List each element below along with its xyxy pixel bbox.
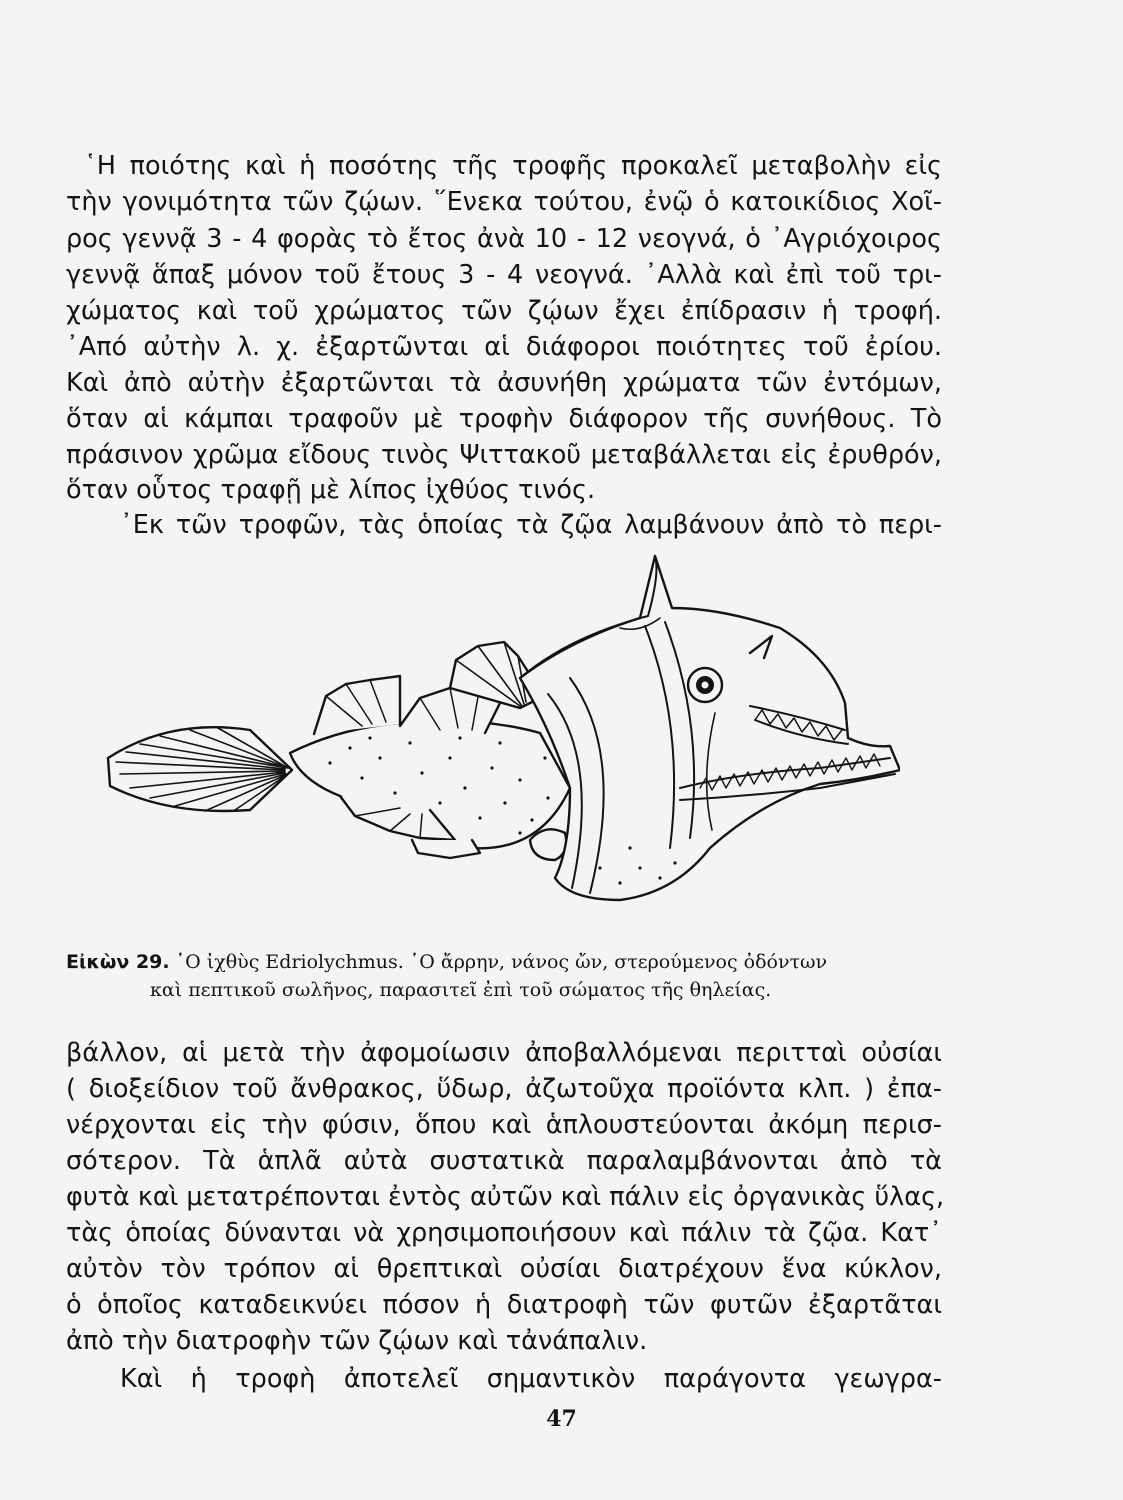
caption-line-1: ῾Ο ἰχθὺς Edriolychmus. ῾Ο ἄρρην, νάνος ὤν, στερούμενος ὀδόντων [175,951,828,973]
text-line: αὐτὸν τὸν τρόπον αἱ θρεπτικαὶ οὐσίαι διατρέχουν ἕνα κύκλον, [66,1254,942,1284]
text-line: ὅταν αἱ κάμπαι τραφοῦν μὲ τροφὴν διάφορον τῆς συνήθους. Τὸ [66,404,942,434]
text-line: νέρχονται εἰς τὴν φύσιν, ὅπου καὶ ἁπλουστεύονται ἀκόμη περισ- [66,1110,942,1140]
fish-illustration [100,548,900,933]
page-number: 47 [546,1406,577,1432]
text-line: ρος γεννᾷ 3 - 4 φορὰς τὸ ἔτος ἀνὰ 10 - 12 νεογνά, ὁ ᾿Αγριόχοιρος [66,224,942,254]
text-line: χώματος καὶ τοῦ χρώματος τῶν ζῴων ἔχει ἐπίδρασιν ἡ τροφή. [66,296,942,326]
female-fish-body [520,556,900,900]
text-line: ῾Η ποιότης καὶ ἡ ποσότης τῆς τροφῆς προκαλεῖ μεταβολὴν εἰς [84,151,942,181]
tail-fin [108,727,292,811]
text-line: ἀπὸ τὴν διατροφὴν τῶν ζῴων καὶ τἀνάπαλιν. [66,1326,648,1356]
text-line: τὴν γονιμότητα τῶν ζῴων. ῞Ενεκα τούτου, ἐνῷ ὁ κατοικίδιος Χοῖ- [66,187,942,217]
text-line: πράσινον χρῶμα εἴδους τινὸς Ψιττακοῦ μεταβάλλεται εἰς ἐρυθρόν, [66,440,942,470]
paragraph-3-first-line: Καὶ ἡ τροφὴ ἀποτελεῖ σημαντικὸν παράγοντα γεωγρα- [120,1364,942,1394]
text-line: βάλλον, αἱ μετὰ τὴν ἀφομοίωσιν ἀποβαλλόμεναι περιτταὶ οὐσίαι [66,1038,942,1068]
text-line: Καὶ ἀπὸ αὐτὴν ἐξαρτῶνται τὰ ἀσυνήθη χρώματα τῶν ἐντόμων, [66,368,942,398]
text-line: σότερον. Τὰ ἁπλᾶ αὐτὰ συστατικὰ παραλαμβάνονται ἀπὸ τὰ [66,1146,942,1176]
figure-label: Εἰκὼν 29. [66,951,170,973]
text-line: ὁ ὁποῖος καταδεικνύει πόσον ἡ διατροφὴ τῶν φυτῶν ἐξαρτᾶται [66,1290,942,1320]
caption-line-2: καὶ πεπτικοῦ σωλῆνος, παρασιτεῖ ἐπὶ τοῦ σώματος τῆς θηλείας. [150,979,772,1001]
figure-caption [66,948,942,976]
text-line: γεννᾷ ἅπαξ μόνον τοῦ ἔτους 3 - 4 νεογνά. ᾿Αλλὰ καὶ ἐπὶ τοῦ τρι- [66,260,942,290]
text-line: ὅταν οὗτος τραφῇ μὲ λίπος ἰχθύος τινός. [66,475,596,505]
text-line: τὰς ὁποίας δύνανται νὰ χρησιμοποιήσουν καὶ πάλιν τὰ ζῷα. Κατ᾿ [66,1218,942,1248]
text-line: ( διοξείδιον τοῦ ἄνθρακος, ὕδωρ, ἀζωτοῦχα προϊόντα κλπ. ) ἐπα- [66,1074,942,1104]
text-line: ᾿Από αὐτὴν λ. χ. ἐξαρτῶνται αἱ διάφοροι ποιότητες τοῦ ἐρίου. [66,332,942,362]
text-line: φυτὰ καὶ μετατρέπονται ἐντὸς αὐτῶν καὶ πάλιν εἰς ὀργανικὰς ὕλας, [66,1182,945,1212]
paragraph-2-first-line: ᾿Εκ τῶν τροφῶν, τὰς ὁποίας τὰ ζῷα λαμβάνουν ἀπὸ τὸ περι- [120,510,942,540]
